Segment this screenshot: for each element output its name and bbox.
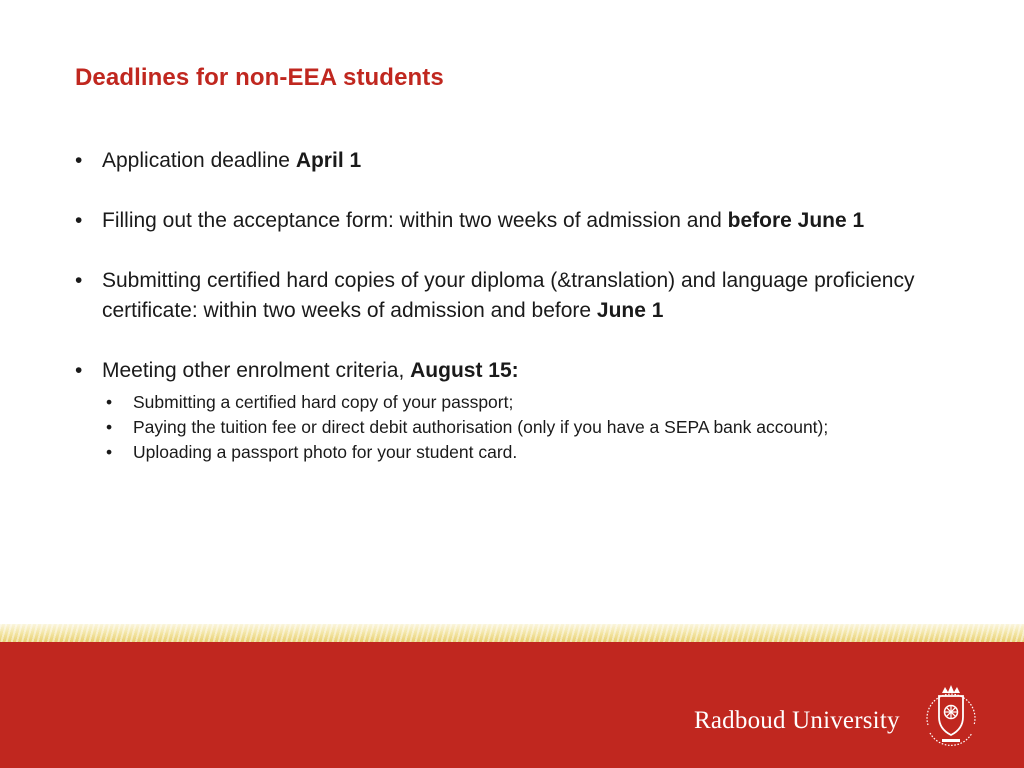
- footer-bar: [0, 642, 1024, 768]
- sub-bullet-item: • Submitting a certified hard copy of your passport;: [102, 390, 955, 415]
- sub-bullet-list: [102, 390, 955, 465]
- bullet-item: [75, 266, 955, 326]
- sub-bullet-item: • Uploading a passport photo for your student card.: [102, 440, 955, 465]
- bullet-emphasis: April 1: [295, 149, 362, 172]
- bullet-text: Application deadline: [102, 149, 296, 172]
- bullet-text: Meeting other enrolment criteria,: [102, 359, 411, 382]
- footer-decorative-stripe: [0, 624, 1024, 642]
- bullet-emphasis: June 1: [596, 299, 664, 322]
- radboud-crest-icon: [920, 681, 982, 753]
- bullet-emphasis: before June 1: [727, 209, 865, 232]
- bullet-list: [75, 146, 955, 495]
- university-wordmark: Radboud University: [694, 707, 900, 734]
- bullet-item: [75, 146, 955, 176]
- bullet-item: [75, 206, 955, 236]
- bullet-text: Filling out the acceptance form: within two weeks of admission and: [102, 209, 728, 232]
- sub-bullet-item: • Paying the tuition fee or direct debit authorisation (only if you have a SEPA bank account);: [102, 415, 955, 440]
- slide-title: Deadlines for non-EEA students: [75, 64, 444, 91]
- bullet-item: [75, 356, 955, 465]
- bullet-text: Submitting certified hard copies of your diploma (&translation) and language proficiency certificate: within two weeks of admission and before: [102, 269, 915, 322]
- bullet-emphasis: August 15:: [410, 359, 519, 382]
